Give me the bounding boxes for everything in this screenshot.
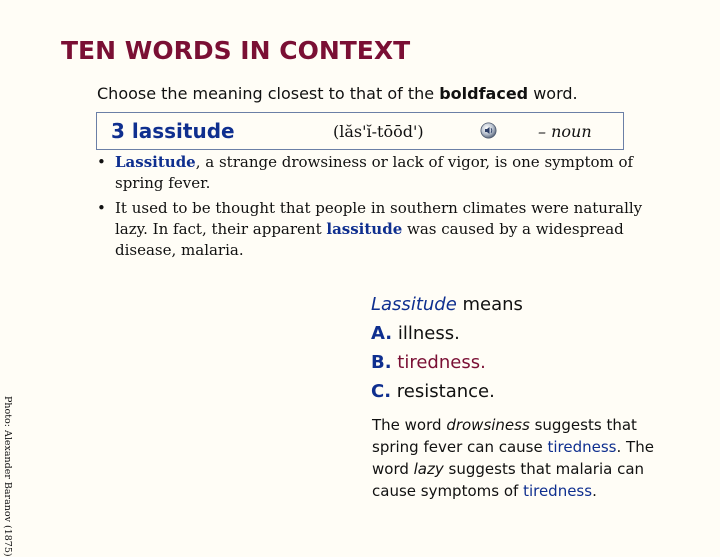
choice-text: resistance. — [396, 381, 495, 402]
choice-text: tiredness. — [397, 352, 486, 373]
part-of-speech: – noun — [538, 122, 592, 141]
vocab-word: lassitude — [131, 119, 235, 143]
instruction-bold: boldfaced — [439, 84, 529, 103]
choice-letter: C. — [371, 381, 392, 402]
instruction-part: word. — [528, 84, 578, 103]
page-title: TEN WORDS IN CONTEXT — [61, 36, 411, 65]
choice-letter: B. — [371, 352, 392, 373]
explanation-part: . The word — [372, 438, 654, 478]
instruction-text — [97, 84, 578, 103]
choice-c[interactable] — [371, 377, 523, 406]
explanation-answer: tiredness — [547, 438, 617, 456]
explanation-keyword: lazy — [413, 460, 444, 478]
question-means: means — [456, 294, 523, 315]
highlighted-word: lassitude — [326, 220, 403, 238]
highlighted-word: Lassitude — [115, 153, 196, 171]
explanation-part: suggests that malaria can cause symptoms of — [372, 460, 645, 500]
explanation-part: The word — [372, 416, 447, 434]
choice-letter: A. — [371, 323, 393, 344]
example-text: , a strange drowsiness or lack of vigor, is one symptom of spring fever. — [115, 153, 634, 192]
choice-a[interactable] — [371, 319, 523, 348]
bullet-icon: • — [97, 199, 106, 217]
example-text: was caused by a widespread disease, malaria. — [115, 220, 624, 259]
explanation-part: suggests that spring fever can cause — [372, 416, 637, 456]
question-term: Lassitude — [371, 294, 457, 315]
question-block — [371, 290, 523, 406]
explanation-answer: tiredness — [523, 482, 593, 500]
example-item — [97, 198, 672, 261]
explanation-keyword: drowsiness — [446, 416, 530, 434]
word-number: 3 — [111, 119, 125, 143]
bullet-icon: • — [97, 153, 106, 171]
explanation-part: . — [592, 482, 597, 500]
vocab-word-heading — [111, 119, 235, 143]
example-item — [97, 152, 672, 194]
pronunciation: (lăs'ĭ-tōōd') — [333, 122, 424, 141]
choice-b[interactable] — [371, 348, 523, 377]
instruction-part: Choose the meaning closest to that of the — [97, 84, 440, 103]
explanation-text — [372, 414, 672, 502]
choice-text: illness. — [397, 323, 460, 344]
photo-credit: Photo: Alexander Baranov (1875) — [2, 396, 13, 557]
vocab-word-box — [96, 112, 624, 150]
example-text: It used to be thought that people in southern climates were naturally lazy. In fact, their apparent — [115, 199, 643, 238]
question-prompt — [371, 290, 523, 319]
speaker-icon[interactable] — [480, 122, 497, 139]
example-sentences — [97, 152, 672, 265]
